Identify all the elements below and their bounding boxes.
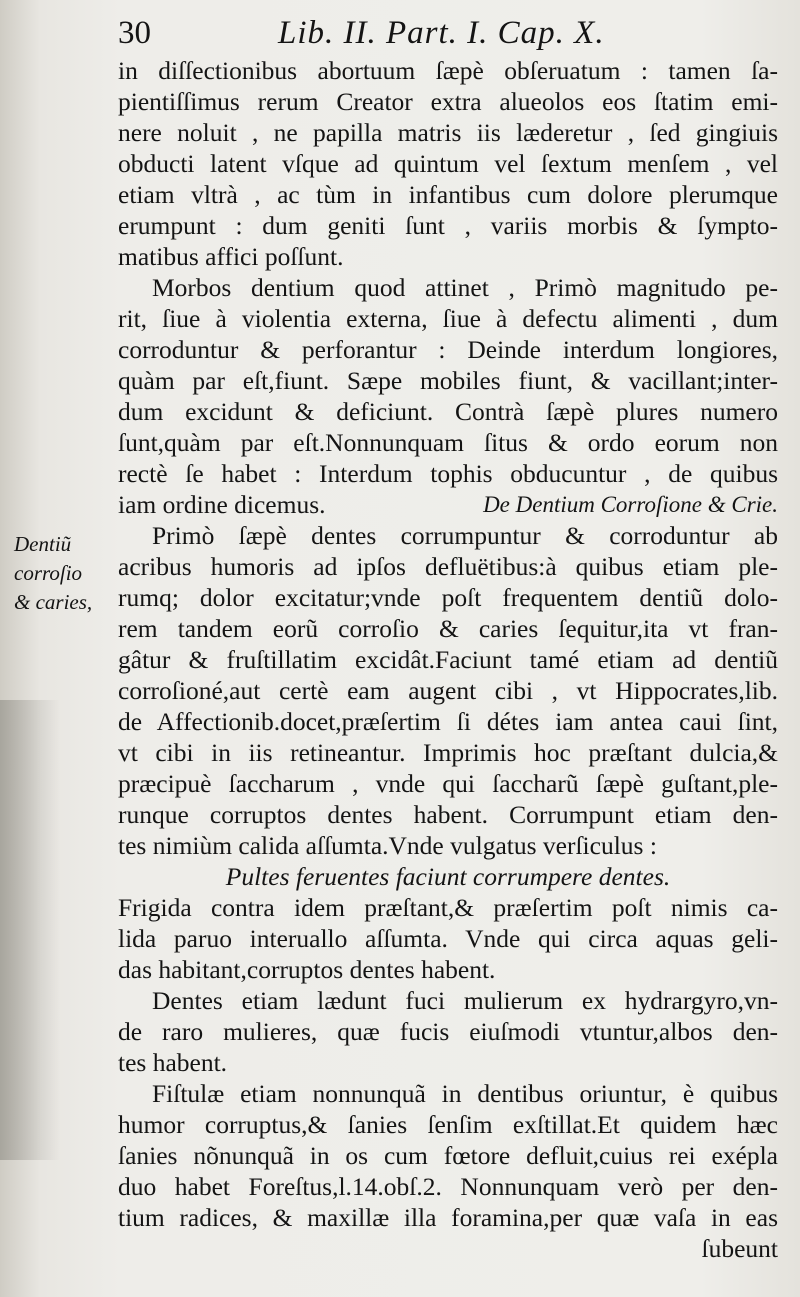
text-line: duo habet Foreſtus,l.14.obſ.2. Nonnunquam verò per den- xyxy=(118,1172,778,1201)
text-line: rem tandem eorũ corroſio & caries ſequitur,ita vt fran- xyxy=(118,614,778,643)
catchword: ſubeunt xyxy=(701,1234,778,1263)
text-line: tes habent. xyxy=(118,1048,228,1077)
text-line: nere noluit , ne papilla matris iis læderetur , ſed gingiuis xyxy=(118,118,778,147)
text-line: erumpunt : dum geniti ſunt , variis morbis & ſympto- xyxy=(118,211,778,240)
page-header xyxy=(118,12,778,54)
text-line: de Affectionib.docet,præſertim ſi détes iam antea caui ſint, xyxy=(118,707,778,736)
text-line: quàm par eſt,fiunt. Sæpe mobiles fiunt, & vacillant;inter- xyxy=(118,366,778,395)
text-line: de raro mulieres, quæ fucis eiuſmodi vtuntur,albos den- xyxy=(118,1017,778,1046)
section-heading: De Dentium Corroſione & Crie. xyxy=(483,492,778,517)
text-line: vt cibi in iis retineantur. Imprimis hoc præſtant dulcia,& xyxy=(118,738,778,767)
marginal-note-line: corroſio xyxy=(14,561,83,585)
text-line: corroſioné,aut certè eam augent cibi , vt Hippocrates,lib. xyxy=(118,676,778,705)
text-line: rumq; dolor excitatur;vnde poſt frequentem dentiũ dolo- xyxy=(118,583,778,612)
text-line: obducti latent vſque ad quintum vel ſextum menſem , vel xyxy=(118,149,778,178)
text-line: lida paruo interuallo aſſumta. Vnde qui circa aquas geli- xyxy=(118,924,778,953)
text-line-start: iam ordine dicemus. xyxy=(118,490,326,519)
text-line: Fiſtulæ etiam nonnunquã in dentibus oriuntur, è quibus xyxy=(152,1079,778,1108)
text-line: dum excidunt & deficiunt. Contrà ſæpè plures numero xyxy=(118,397,778,426)
text-line: Primò ſæpè dentes corrumpuntur & corroduntur ab xyxy=(152,521,778,550)
marginal-note xyxy=(14,530,114,617)
text-line: das habitant,corruptos dentes habent. xyxy=(118,955,496,984)
marginal-note-line: & caries, xyxy=(14,590,93,614)
text-line: corroduntur & perforantur : Deinde interdum longiores, xyxy=(118,335,778,364)
text-line: in diſſectionibus abortuum ſæpè obſeruatum : tamen ſa- xyxy=(118,56,778,85)
text-line: runque corruptos dentes habent. Corrumpunt etiam den- xyxy=(118,800,778,829)
marginal-note-line: Dentiũ xyxy=(14,532,72,556)
text-line: Morbos dentium quod attinet , Primò magnitudo pe- xyxy=(152,273,778,302)
text-line: rit, ſiue à violentia externa, ſiue à defectu alimenti , dum xyxy=(118,304,778,333)
page-shadow xyxy=(0,700,60,1160)
text-line: pientiſſimus rerum Creator extra alueolos eos ſtatim emi- xyxy=(118,87,778,116)
text-line: Frigida contra idem præſtant,& præſertim poſt nimis ca- xyxy=(118,893,778,922)
verse-line: Pultes feruentes faciunt corrumpere dentes. xyxy=(225,862,671,891)
text-line: etiam vltrà , ac tùm in infantibus cum dolore plerumque xyxy=(118,180,778,209)
text-line xyxy=(118,489,778,520)
text-line: ſanies nõnunquã in os cum fœtore defluit,cuius rei exépla xyxy=(118,1141,778,1170)
text-line: humor corruptus,& ſanies ſenſim exſtillat.Et quidem hæc xyxy=(118,1110,778,1139)
text-line: tes nimiùm calida aſſumta.Vnde vulgatus verſiculus : xyxy=(118,831,657,860)
body-text xyxy=(118,55,778,1264)
text-line: tium radices, & maxillæ illa foramina,per quæ vaſa in eas xyxy=(118,1203,778,1232)
running-title: Lib. II. Part. I. Cap. X. xyxy=(278,15,605,51)
text-line: acribus humoris ad ipſos defluëtibus:à quibus etiam ple- xyxy=(118,552,778,581)
text-line: ſunt,quàm par eſt.Nonnunquam ſitus & ordo eorum non xyxy=(118,428,778,457)
text-line: Dentes etiam lædunt fuci mulierum ex hydrargyro,vn- xyxy=(152,986,778,1015)
text-line: præcipuè ſaccharum , vnde qui ſaccharũ ſæpè guſtant,ple- xyxy=(118,769,778,798)
page-number: 30 xyxy=(118,15,151,51)
text-line: rectè ſe habet : Interdum tophis obducuntur , de quibus xyxy=(118,459,778,488)
text-line: gâtur & fruſtillatim excidât.Faciunt tamé etiam ad dentiũ xyxy=(118,645,778,674)
text-line: matibus affici poſſunt. xyxy=(118,242,344,271)
